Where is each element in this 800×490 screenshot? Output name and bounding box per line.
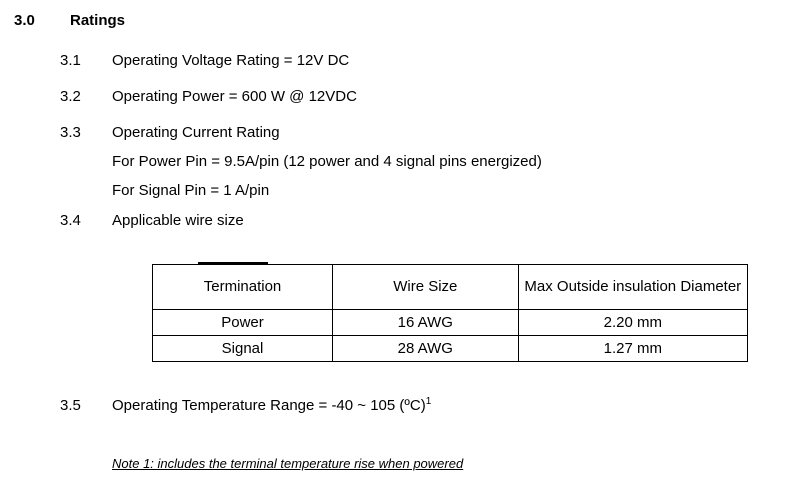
section-number: 3.0 xyxy=(14,12,35,29)
table-row xyxy=(153,336,748,362)
table-header-wire-size: Wire Size xyxy=(333,265,519,310)
item-3-5 xyxy=(60,396,431,414)
table-header-max-outside-insulation-diameter: Max Outside insulation Diameter xyxy=(518,265,747,310)
item-3-2 xyxy=(60,88,357,105)
item-3-5-text: Operating Temperature Range = -40 ~ 105 (ºC) xyxy=(112,397,426,414)
table-row xyxy=(153,310,748,336)
footnote-marker: 1 xyxy=(425,396,432,407)
item-3-4 xyxy=(60,212,244,229)
wire-size-table xyxy=(152,264,748,362)
item-3-4-number: 3.4 xyxy=(60,212,81,229)
table-header-termination: Termination xyxy=(153,265,333,310)
item-3-1-number: 3.1 xyxy=(60,52,81,69)
item-3-3-power-pin-line: For Power Pin = 9.5A/pin (12 power and 4 signal pins energized) xyxy=(112,153,542,170)
cell-diameter-signal: 1.27 mm xyxy=(518,336,747,362)
table-header-row xyxy=(153,265,748,310)
cell-termination-signal: Signal xyxy=(153,336,333,362)
section-title: Ratings xyxy=(70,12,126,29)
cell-termination-power: Power xyxy=(153,310,333,336)
item-3-3-signal-pin-line: For Signal Pin = 1 A/pin xyxy=(112,182,270,199)
section-heading xyxy=(14,12,125,29)
item-3-2-number: 3.2 xyxy=(60,88,81,105)
cell-wire-size-signal: 28 AWG xyxy=(333,336,519,362)
item-3-4-text: Applicable wire size xyxy=(112,212,244,229)
cell-diameter-power: 2.20 mm xyxy=(518,310,747,336)
item-3-2-text: Operating Power = 600 W @ 12VDC xyxy=(112,88,357,105)
item-3-3-number: 3.3 xyxy=(60,124,81,141)
item-3-3-text: Operating Current Rating xyxy=(112,124,280,141)
item-3-5-number: 3.5 xyxy=(60,397,81,414)
cell-wire-size-power: 16 AWG xyxy=(333,310,519,336)
item-3-1 xyxy=(60,52,349,69)
item-3-1-text: Operating Voltage Rating = 12V DC xyxy=(112,52,350,69)
footnote-note-1: Note 1: includes the terminal temperature rise when powered xyxy=(112,456,464,471)
item-3-3 xyxy=(60,124,280,141)
